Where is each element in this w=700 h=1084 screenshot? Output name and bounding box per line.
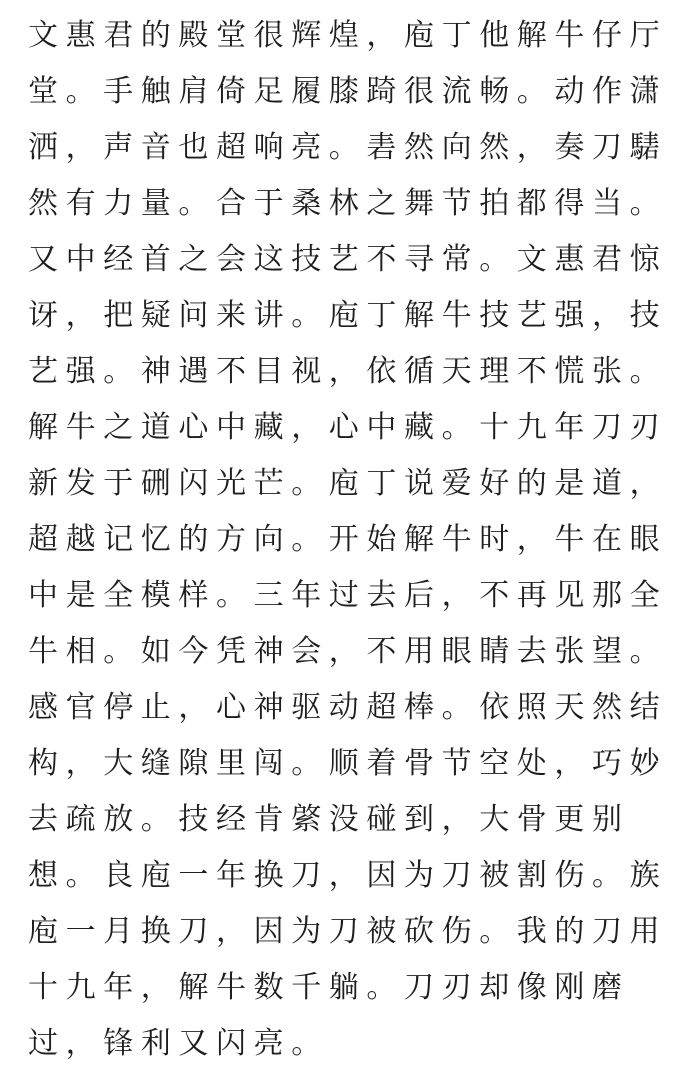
text-line-9: 新发于硎闪光芒。庖丁说爱好的是道，: [28, 466, 668, 501]
text-line-4: 然有力量。合于桑林之舞节拍都得当。: [28, 186, 668, 221]
text-line-14: 构，大缝隙里闯。顺着骨节空处，巧妙: [28, 746, 668, 781]
text-line-8: 解牛之道心中藏，心中藏。十九年刀刃: [28, 410, 668, 445]
text-line-13: 感官停止，心神驱动超棒。依照天然结: [28, 690, 668, 725]
text-line-15: 去疏放。技经肯綮没碰到，大骨更别: [28, 802, 630, 837]
text-line-3: 洒，声音也超响亮。砉然向然，奏刀騞: [28, 130, 668, 165]
text-line-12: 牛相。如今凭神会，不用眼睛去张望。: [28, 634, 668, 669]
text-line-17: 庖一月换刀，因为刀被砍伤。我的刀用: [28, 914, 668, 949]
text-line-2: 堂。手触肩倚足履膝踦很流畅。动作潇: [28, 74, 668, 109]
text-line-1: 文惠君的殿堂很辉煌，庖丁他解牛仔厅: [28, 18, 668, 53]
text-line-5: 又中经首之会这技艺不寻常。文惠君惊: [28, 242, 668, 277]
text-line-16: 想。良庖一年换刀，因为刀被割伤。族: [28, 858, 668, 893]
text-line-6: 讶，把疑问来讲。庖丁解牛技艺强，技: [28, 298, 668, 333]
text-line-7: 艺强。神遇不目视，依循天理不慌张。: [28, 354, 668, 389]
text-line-18: 十九年，解牛数千躺。刀刃却像刚磨: [28, 970, 630, 1005]
text-line-10: 超越记忆的方向。开始解牛时，牛在眼: [28, 522, 668, 557]
text-line-19: 过，锋利又闪亮。: [28, 1026, 329, 1061]
text-line-11: 中是全模样。三年过去后，不再见那全: [28, 578, 668, 613]
